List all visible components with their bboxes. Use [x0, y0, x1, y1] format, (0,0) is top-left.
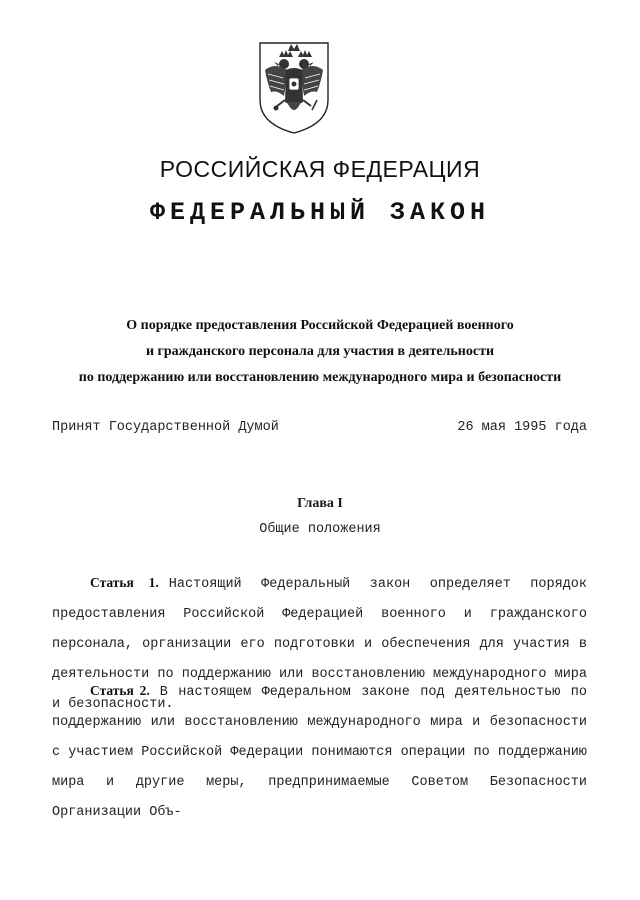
adopted-by: Принят Государственной Думой [52, 420, 279, 435]
chapter-number: Глава I [297, 496, 343, 511]
article-label: Статья 1. [90, 575, 159, 590]
law-type-title: ФЕДЕРАЛЬНЫЙ ЗАКОН [149, 198, 491, 227]
article-text: В настоящем Федеральном законе под деятельностью по поддержанию или восстановлению международного мира и безопасности с участием Российской Федерации понимаются операции по поддержанию мира и другие меры, предпринимаемые Советом Безопасности Организации Объ- [52, 685, 587, 820]
article-text: Настоящий Федеральный закон определяет порядок предоставления Российской Федерацией военного и гражданского персонала, организации его подготовки и обеспечения для участия в деятельности по поддержанию или восстановлению международного мира и безопасности. [52, 577, 587, 712]
coat-of-arms-emblem-icon [257, 40, 331, 136]
article-2 [52, 676, 587, 828]
law-subject-line-3: по поддержанию или восстановлению международного мира и безопасности [78, 370, 562, 385]
law-subject-line-2: и гражданского персонала для участия в деятельности [145, 344, 495, 359]
country-title: РОССИЙСКАЯ ФЕДЕРАЦИЯ [159, 156, 481, 182]
chapter-title: Общие положения [259, 522, 381, 537]
article-label: Статья 2. [90, 683, 150, 698]
law-subject-line-1: О порядке предоставления Российской Федерацией военного [126, 318, 514, 333]
adoption-date: 26 мая 1995 года [457, 420, 587, 435]
